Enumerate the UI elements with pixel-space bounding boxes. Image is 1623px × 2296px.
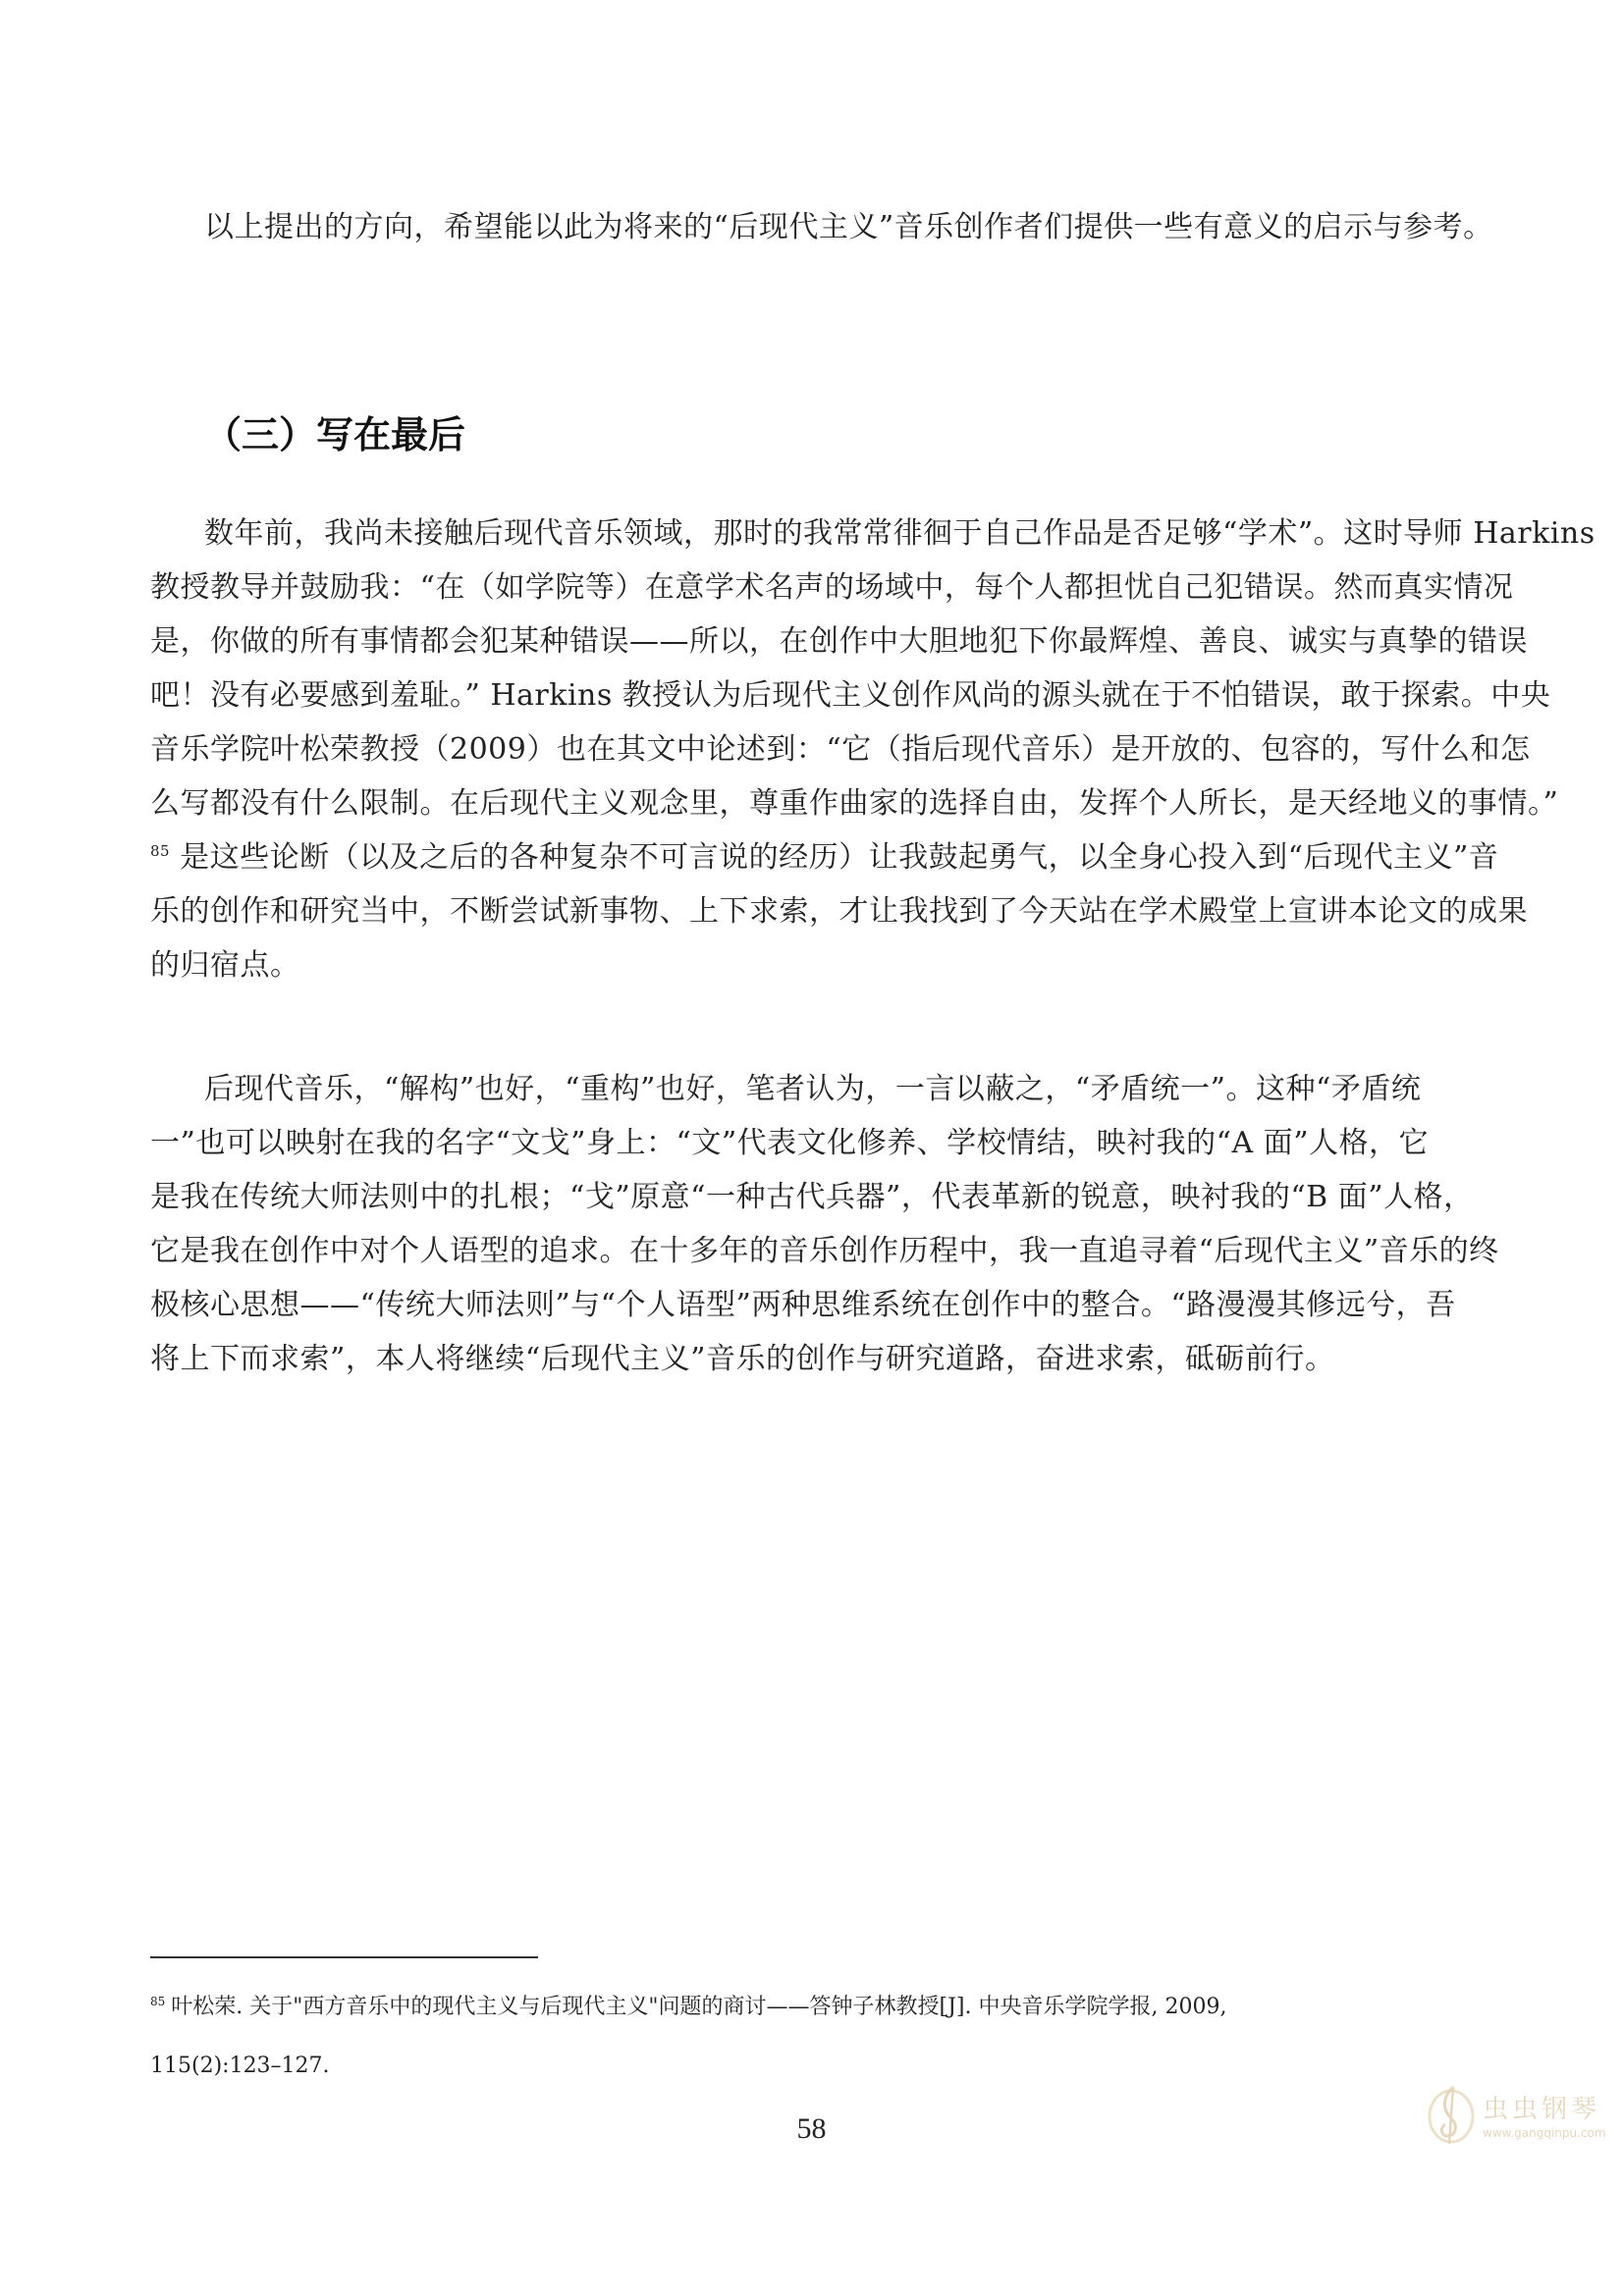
paragraph1-line: 乐的创作和研究当中，不断尝试新事物、上下求索，才让我找到了今天站在学术殿堂上宣讲本论文的成果 — [150, 894, 1528, 929]
paragraph2-line: 一”也可以映射在我的名字“文戈”身上：“文”代表文化修养、学校情结，映衬我的“A 面”人格，它 — [150, 1126, 1430, 1160]
watermark-url: www.gangqinpu.com — [1483, 2126, 1606, 2140]
watermark-text: 虫虫钢琴 — [1483, 2095, 1601, 2124]
watermark — [1426, 2075, 1612, 2163]
page-number: 58 — [796, 2112, 827, 2145]
paragraph1-line: 是，你做的所有事情都会犯某种错误——所以，在创作中大胆地犯下你最辉煌、善良、诚实与真挚的错误 — [150, 624, 1528, 659]
footnote-reference[interactable]: 85 — [150, 842, 171, 860]
paragraph1-line: 数年前，我尚未接触后现代音乐领域，那时的我常常徘徊于自己作品是否足够“学术”。这时导师 Harkins — [204, 516, 1596, 551]
section-heading: （三）写在最后 — [204, 413, 466, 456]
paragraph1-line — [150, 838, 1499, 878]
paragraph1-line: 吧！没有必要感到羞耻。” Harkins 教授认为后现代主义创作风尚的源头就在于不怕错误，敢于探索。中央 — [150, 678, 1551, 713]
paragraph2-line: 它是我在创作中对个人语型的追求。在十多年的音乐创作历程中，我一直追寻着“后现代主义”音乐的终 — [150, 1234, 1499, 1268]
treble-clef-icon — [1426, 2079, 1477, 2148]
paragraph1-line: 教授教导并鼓励我：“在（如学院等）在意学术名声的场域中，每个人都担忧自己犯错误。然而真实情况 — [150, 570, 1514, 605]
footnote-continuation: 115(2):123–127. — [150, 2054, 330, 2078]
intro-sentence: 以上提出的方向，希望能以此为将来的“后现代主义”音乐创作者们提供一些有意义的启示与参考。 — [204, 210, 1493, 244]
paragraph1-line-text: 是这些论断（以及之后的各种复杂不可言说的经历）让我鼓起勇气，以全身心投入到“后现代主义”音 — [170, 840, 1499, 875]
paragraph1-line: 的归宿点。 — [150, 948, 300, 983]
footnote — [150, 1993, 1226, 2022]
footnote-divider — [150, 1956, 538, 1958]
paragraph2-line: 是我在传统大师法则中的扎根；“戈”原意“一种古代兵器”，代表革新的锐意，映衬我的“B 面”人格， — [150, 1180, 1474, 1214]
paragraph2-line: 极核心思想——“传统大师法则”与“个人语型”两种思维系统在创作中的整合。“路漫漫其修远兮，吾 — [150, 1288, 1456, 1322]
paragraph1-line: 音乐学院叶松荣教授（2009）也在其文中论述到：“它（指后现代音乐）是开放的、包容的，写什么和怎 — [150, 732, 1531, 767]
footnote-text: 叶松荣. 关于"西方音乐中的现代主义与后现代主义"问题的商讨——答钟子林教授[J]. 中央音乐学院学报, 2009, — [171, 1995, 1227, 2019]
paragraph2-line: 后现代音乐，“解构”也好，“重构”也好，笔者认为，一言以蔽之，“矛盾统一”。这种“矛盾统 — [204, 1072, 1422, 1106]
paragraph1-line: 么写都没有什么限制。在后现代主义观念里，尊重作曲家的选择自由，发挥个人所长，是天经地义的事情。” — [150, 786, 1559, 821]
footnote-mark: 85 — [150, 1994, 166, 2008]
paragraph2-line: 将上下而求索”，本人将继续“后现代主义”音乐的创作与研究道路，奋进求索，砥砺前行。 — [150, 1342, 1335, 1376]
